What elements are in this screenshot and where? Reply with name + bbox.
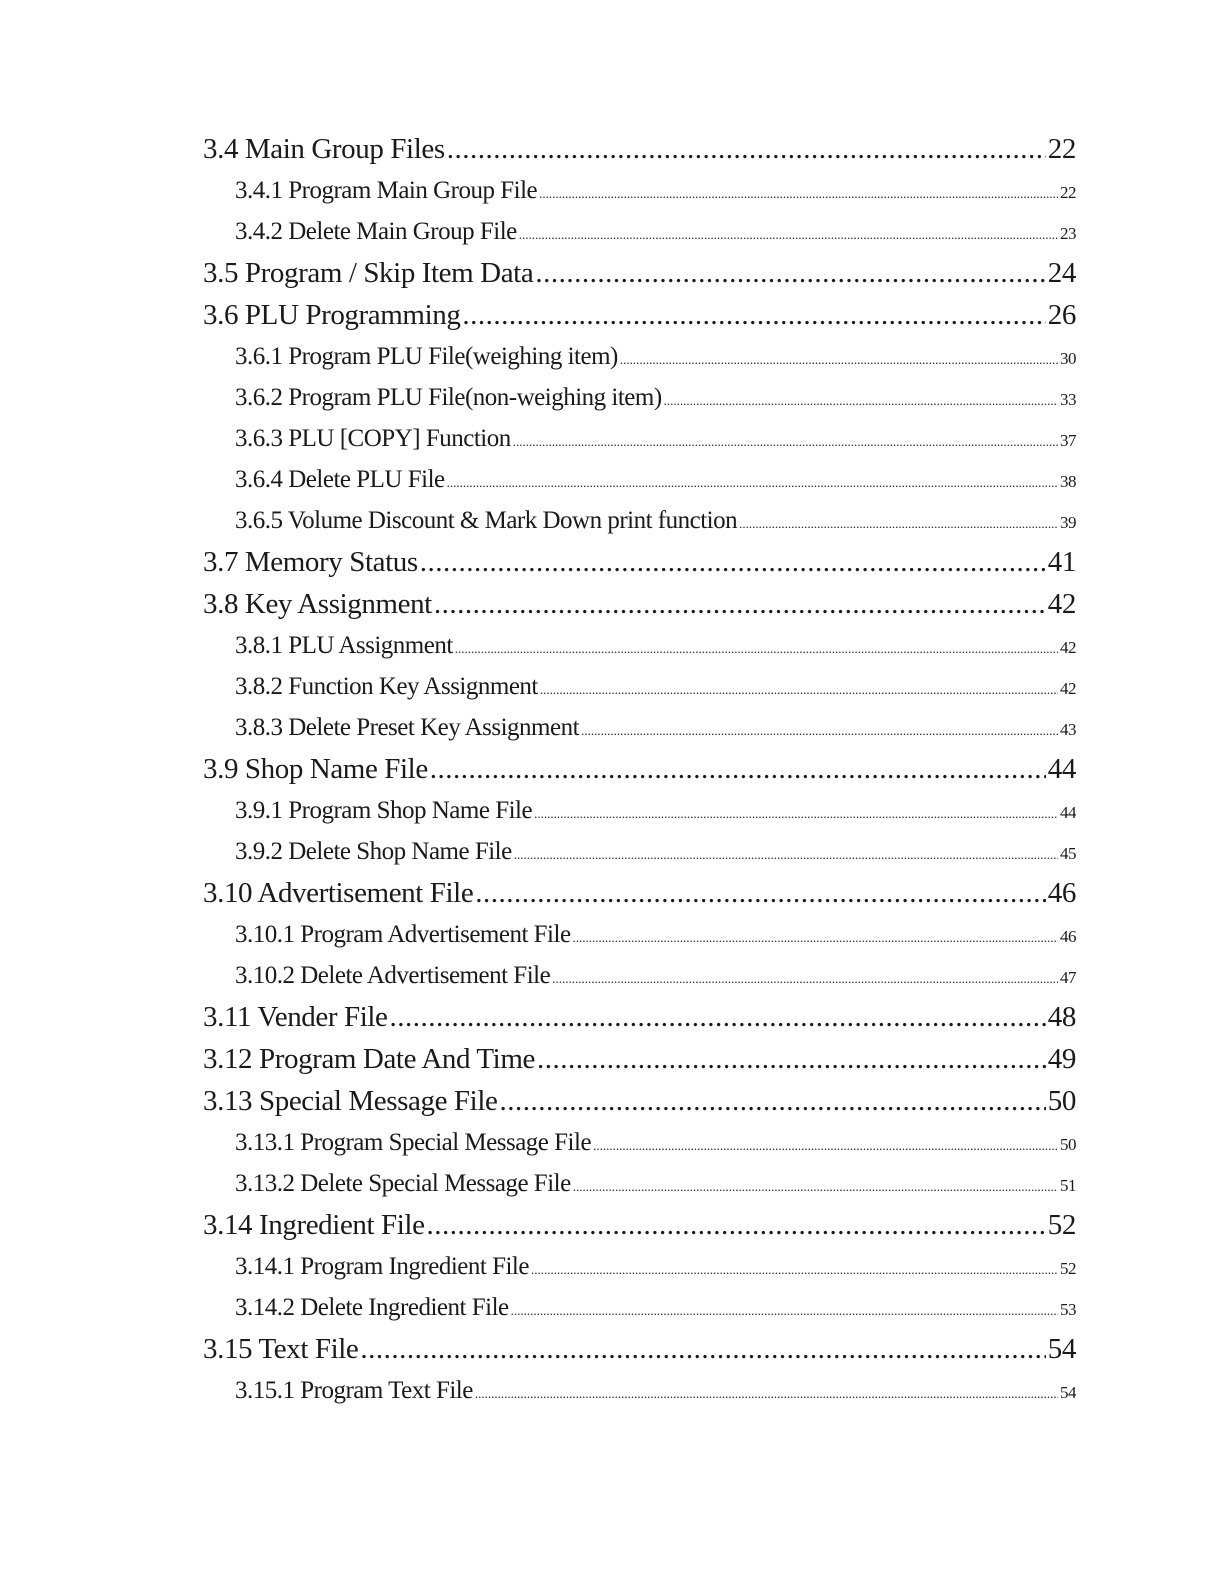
- toc-entry-page-number: 22: [1047, 133, 1076, 165]
- toc-entry-title: 3.10.1 Program Advertisement File: [235, 921, 571, 948]
- dot-leader: [475, 1373, 1058, 1411]
- toc-entry-title: 3.8 Key Assignment: [203, 588, 432, 620]
- toc-entry-page-number: 42: [1060, 679, 1076, 698]
- toc-entry-page-number: 50: [1047, 1085, 1076, 1117]
- dot-leader: [462, 294, 1045, 336]
- toc-subsection-entry[interactable]: [203, 211, 1076, 252]
- toc-entry-title: 3.8.3 Delete Preset Key Assignment: [235, 714, 580, 741]
- dot-leader: [360, 1328, 1045, 1370]
- toc-section-entry[interactable]: [203, 1038, 1076, 1080]
- toc-entry-title: 3.12 Program Date And Time: [203, 1043, 535, 1075]
- toc-entry-page-number: 50: [1060, 1135, 1076, 1154]
- toc-subsection-entry[interactable]: [203, 790, 1076, 831]
- toc-subsection-entry[interactable]: [203, 336, 1076, 377]
- dot-leader: [573, 1166, 1058, 1204]
- toc-entry-title: 3.6.4 Delete PLU File: [235, 466, 445, 493]
- toc-section-entry[interactable]: [203, 252, 1076, 294]
- toc-entry-page-number: 52: [1060, 1259, 1076, 1278]
- toc-subsection-entry[interactable]: [203, 1122, 1076, 1163]
- toc-entry-title: 3.13 Special Message File: [203, 1085, 498, 1117]
- toc-subsection-entry[interactable]: [203, 1287, 1076, 1328]
- dot-leader: [620, 339, 1058, 377]
- toc-entry-page-number: 54: [1047, 1333, 1076, 1365]
- dot-leader: [519, 214, 1058, 252]
- dot-leader: [534, 793, 1058, 831]
- toc-subsection-entry[interactable]: [203, 1246, 1076, 1287]
- toc-entry-title: 3.6.1 Program PLU File(weighing item): [235, 343, 618, 370]
- toc-entry-title: 3.8.2 Function Key Assignment: [235, 673, 538, 700]
- toc-entry-page-number: 33: [1060, 390, 1076, 409]
- toc-entry-page-number: 45: [1060, 844, 1076, 863]
- toc-entry-page-number: 44: [1060, 803, 1076, 822]
- toc-entry-title: 3.10.2 Delete Advertisement File: [235, 962, 551, 989]
- toc-entry-title: 3.14 Ingredient File: [203, 1209, 425, 1241]
- toc-entry-title: 3.6 PLU Programming: [203, 299, 461, 331]
- toc-entry-title: 3.4.2 Delete Main Group File: [235, 218, 517, 245]
- toc-entry-title: 3.10 Advertisement File: [203, 877, 474, 909]
- toc-section-entry[interactable]: [203, 541, 1076, 583]
- toc-entry-page-number: 41: [1047, 546, 1076, 578]
- dot-leader: [514, 834, 1058, 872]
- toc-section-entry[interactable]: [203, 872, 1076, 914]
- toc-entry-page-number: 43: [1060, 720, 1076, 739]
- toc-entry-page-number: 49: [1047, 1043, 1076, 1075]
- dot-leader: [539, 173, 1058, 211]
- toc-entry-page-number: 26: [1047, 299, 1076, 331]
- toc-section-entry[interactable]: [203, 1328, 1076, 1370]
- toc-entry-title: 3.15.1 Program Text File: [235, 1377, 473, 1404]
- toc-entry-title: 3.14.2 Delete Ingredient File: [235, 1294, 509, 1321]
- toc-entry-page-number: 42: [1060, 638, 1076, 657]
- toc-entry-title: 3.14.1 Program Ingredient File: [235, 1253, 529, 1280]
- toc-entry-page-number: 42: [1047, 588, 1076, 620]
- dot-leader: [531, 1249, 1058, 1287]
- toc-entry-page-number: 39: [1060, 513, 1076, 532]
- toc-entry-title: 3.6.5 Volume Discount & Mark Down print function: [235, 507, 738, 534]
- toc-subsection-entry[interactable]: [203, 831, 1076, 872]
- dot-leader: [552, 958, 1058, 996]
- toc-entry-page-number: 51: [1060, 1176, 1076, 1195]
- toc-entry-page-number: 47: [1060, 968, 1076, 987]
- toc-section-entry[interactable]: [203, 996, 1076, 1038]
- toc-entry-page-number: 53: [1060, 1300, 1076, 1319]
- dot-leader: [537, 1038, 1046, 1080]
- dot-leader: [573, 917, 1058, 955]
- toc-subsection-entry[interactable]: [203, 955, 1076, 996]
- toc-subsection-entry[interactable]: [203, 170, 1076, 211]
- toc-entry-title: 3.4 Main Group Files: [203, 133, 445, 165]
- toc-entry-page-number: 48: [1047, 1001, 1076, 1033]
- toc-subsection-entry[interactable]: [203, 459, 1076, 500]
- toc-subsection-entry[interactable]: [203, 707, 1076, 748]
- toc-entry-title: 3.13.1 Program Special Message File: [235, 1129, 592, 1156]
- toc-entry-page-number: 52: [1047, 1209, 1076, 1241]
- dot-leader: [430, 748, 1046, 790]
- toc-entry-title: 3.5 Program / Skip Item Data: [203, 257, 534, 289]
- toc-section-entry[interactable]: [203, 128, 1076, 170]
- toc-entry-page-number: 54: [1060, 1383, 1076, 1402]
- dot-leader: [511, 1290, 1058, 1328]
- dot-leader: [540, 669, 1058, 707]
- toc-entry-title: 3.9.1 Program Shop Name File: [235, 797, 533, 824]
- dot-leader: [455, 628, 1058, 666]
- toc-entry-title: 3.6.3 PLU [COPY] Function: [235, 425, 511, 452]
- toc-entry-page-number: 30: [1060, 349, 1076, 368]
- toc-subsection-entry[interactable]: [203, 1370, 1076, 1411]
- dot-leader: [581, 710, 1058, 748]
- toc-section-entry[interactable]: [203, 1080, 1076, 1122]
- toc-subsection-entry[interactable]: [203, 500, 1076, 541]
- toc-subsection-entry[interactable]: [203, 377, 1076, 418]
- toc-entry-title: 3.11 Vender File: [203, 1001, 388, 1033]
- toc-subsection-entry[interactable]: [203, 418, 1076, 459]
- toc-entry-page-number: 22: [1060, 183, 1076, 202]
- toc-entry-page-number: 24: [1047, 257, 1076, 289]
- dot-leader: [475, 872, 1046, 914]
- toc-entry-title: 3.7 Memory Status: [203, 546, 418, 578]
- toc-section-entry[interactable]: [203, 1204, 1076, 1246]
- toc-subsection-entry[interactable]: [203, 914, 1076, 955]
- toc-entry-title: 3.15 Text File: [203, 1333, 359, 1365]
- toc-subsection-entry[interactable]: [203, 1163, 1076, 1204]
- dot-leader: [513, 421, 1058, 459]
- toc-entry-page-number: 37: [1060, 431, 1076, 450]
- toc-section-entry[interactable]: [203, 294, 1076, 336]
- dot-leader: [420, 541, 1046, 583]
- toc-entry-page-number: 46: [1060, 927, 1076, 946]
- dot-leader: [447, 462, 1058, 500]
- dot-leader: [447, 128, 1046, 170]
- toc-section-entry[interactable]: [203, 583, 1076, 625]
- toc-entry-title: 3.13.2 Delete Special Message File: [235, 1170, 571, 1197]
- toc-entry-page-number: 23: [1060, 224, 1076, 243]
- dot-leader: [499, 1080, 1045, 1122]
- toc-entry-title: 3.4.1 Program Main Group File: [235, 177, 538, 204]
- toc-entry-page-number: 46: [1047, 877, 1076, 909]
- dot-leader: [593, 1125, 1058, 1163]
- table-of-contents: [203, 128, 1076, 1411]
- dot-leader: [664, 380, 1058, 418]
- toc-entry-title: 3.6.2 Program PLU File(non-weighing item): [235, 384, 662, 411]
- dot-leader: [390, 996, 1046, 1038]
- dot-leader: [739, 503, 1058, 541]
- toc-entry-title: 3.8.1 PLU Assignment: [235, 632, 453, 659]
- toc-entry-page-number: 38: [1060, 472, 1076, 491]
- toc-subsection-entry[interactable]: [203, 666, 1076, 707]
- toc-entry-title: 3.9 Shop Name File: [203, 753, 428, 785]
- dot-leader: [434, 583, 1046, 625]
- toc-entry-title: 3.9.2 Delete Shop Name File: [235, 838, 512, 865]
- toc-entry-page-number: 44: [1047, 753, 1076, 785]
- toc-section-entry[interactable]: [203, 748, 1076, 790]
- toc-subsection-entry[interactable]: [203, 625, 1076, 666]
- dot-leader: [427, 1204, 1046, 1246]
- dot-leader: [535, 252, 1045, 294]
